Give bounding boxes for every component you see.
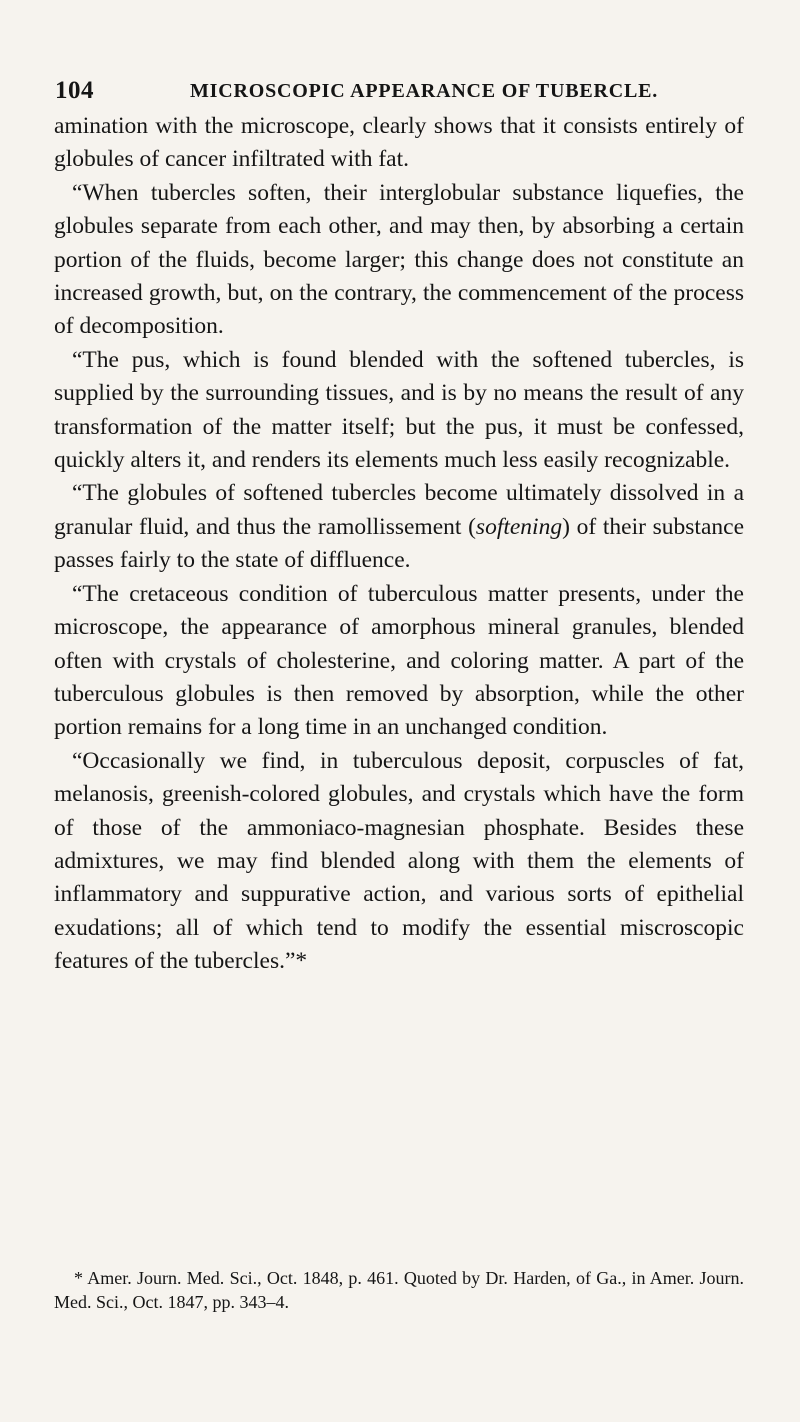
paragraph-1: amination with the microscope, clearly shows that it consists entirely of globules of cancer infiltrated with fat. (54, 113, 744, 173)
paragraph-4-after: ) of their substance passes fairly to the state of diffluence. (54, 513, 744, 574)
paragraph-4-italic: softening (475, 513, 563, 540)
paragraph-6: “Occasionally we find, in tuberculous deposit, corpuscles of fat, melanosis, greenish-colored globules, and crystals which have the form of those of the ammoniaco-magnesian phosphate. Besides these admixtures, we may find blended along with them the elements of inflammatory and suppurative action, and various sorts of epithelial exudations; all of which tend to modify the essential miscroscopic features of the tubercles.”* (54, 747, 744, 975)
paragraph-4-before: “The globules of softened tubercles become ultimately dissolved in a granular fluid, and thus the ramollissement ( (54, 480, 744, 540)
paragraph-4 (54, 477, 744, 577)
paragraph-5: “The cretaceous condition of tuberculous matter presents, under the microscope, the appearance of amorphous mineral granules, blended often with crystals of cholesterine, and coloring matter. A part of the tuberculous globules is then removed by absorption, while the other portion remains for a long time in an unchanged condition. (54, 580, 744, 741)
paragraph-2: “When tubercles soften, their interglobular substance liquefies, the globules separate from each other, and may then, by absorbing a certain portion of the fluids, become larger; this change does not constitute an increased growth, but, on the contrary, the commencement of the process of decomposition. (54, 179, 744, 340)
footnote: * Amer. Journ. Med. Sci., Oct. 1848, p. 461. Quoted by Dr. Harden, of Ga., in Amer. Journ. Med. Sci., Oct. 1847, pp. 343–4. (54, 1268, 744, 1312)
body-text (54, 110, 744, 979)
running-head (55, 72, 755, 112)
page-number: 104 (55, 77, 94, 104)
running-title: MICROSCOPIC APPEARANCE OF TUBERCLE. (190, 80, 659, 102)
paragraph-3: “The pus, which is found blended with the softened tubercles, is supplied by the surrounding tissues, and is by no means the result of any transformation of the matter itself; but the pus, it must be confessed, quickly alters it, and renders its elements much less easily recognizable. (54, 346, 744, 474)
